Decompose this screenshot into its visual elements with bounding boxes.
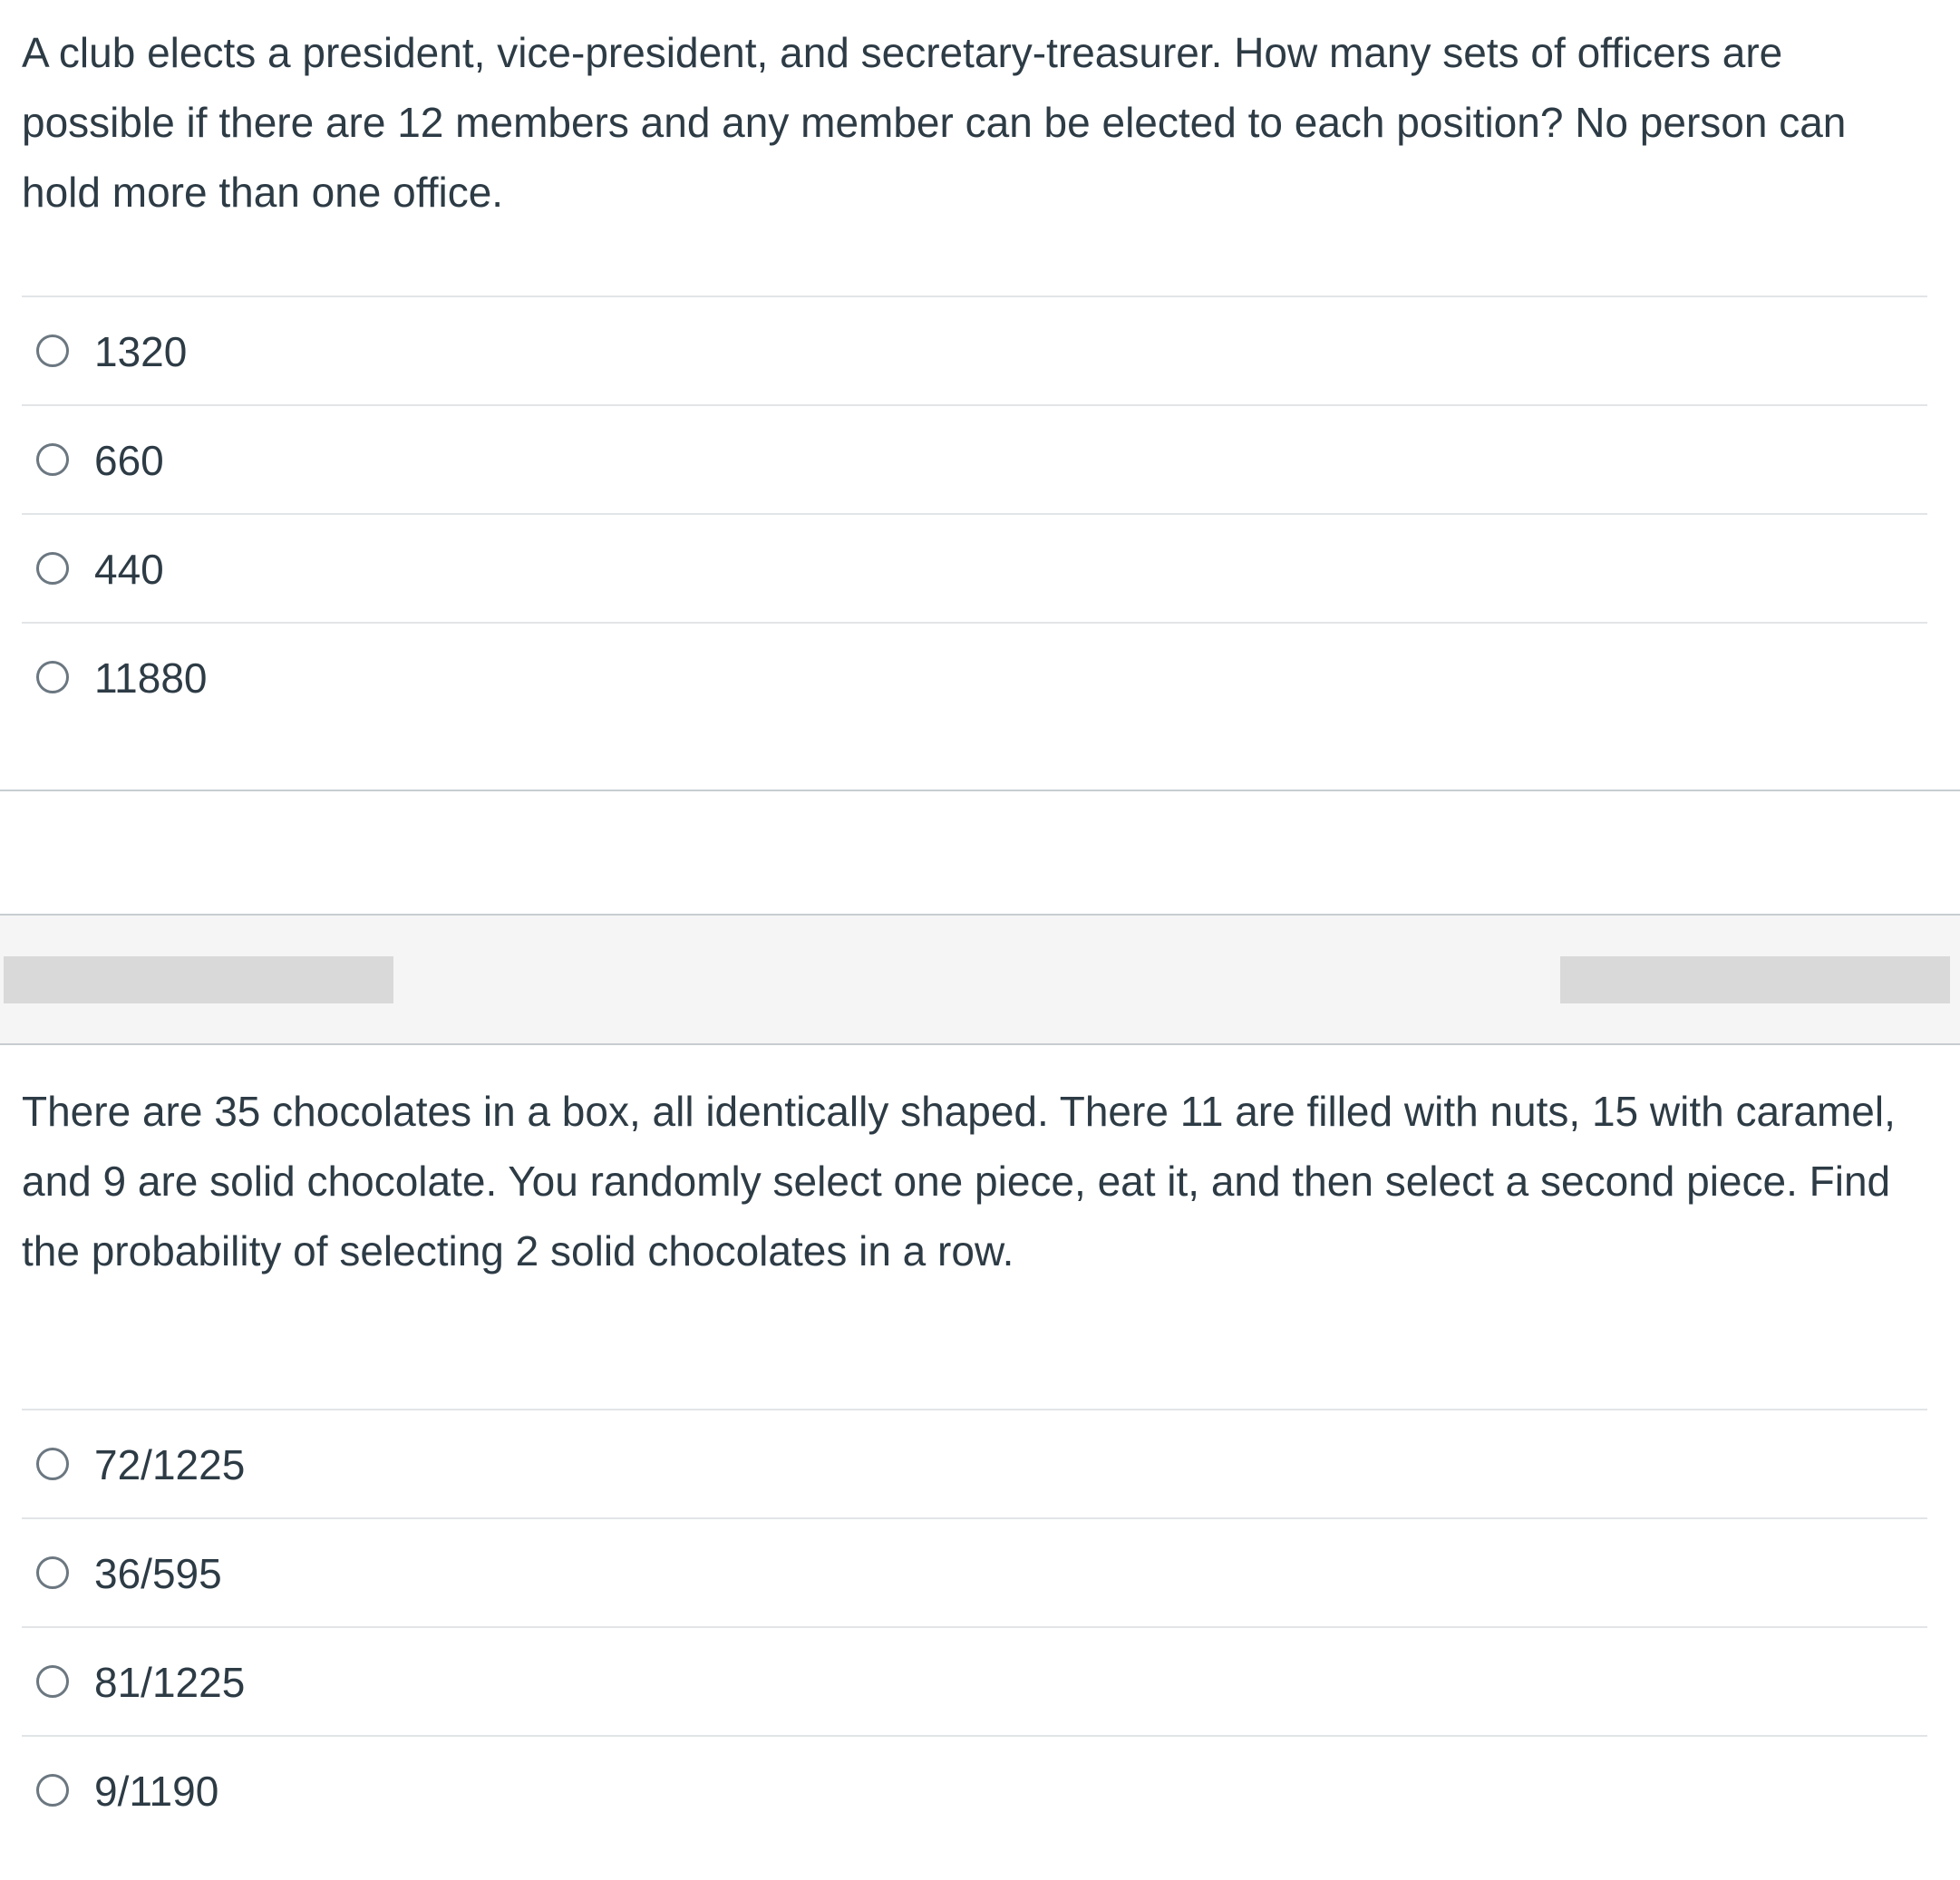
answer-label: 72/1225 bbox=[94, 1441, 246, 1488]
redacted-question-title bbox=[4, 956, 393, 1003]
radio-button[interactable] bbox=[36, 661, 69, 693]
answer-label: 11880 bbox=[94, 654, 208, 702]
answer-label: 1320 bbox=[94, 328, 188, 375]
radio-button[interactable] bbox=[36, 334, 69, 367]
question-2 bbox=[0, 1045, 1960, 1880]
radio-button[interactable] bbox=[36, 1556, 69, 1589]
answer-label: 440 bbox=[94, 546, 164, 593]
answer-option[interactable] bbox=[22, 624, 1927, 731]
answer-option[interactable] bbox=[22, 297, 1927, 406]
radio-button[interactable] bbox=[36, 1448, 69, 1480]
question-divider bbox=[0, 790, 1960, 791]
answer-label: 36/595 bbox=[94, 1550, 222, 1597]
answer-option[interactable] bbox=[22, 515, 1927, 624]
answer-option[interactable] bbox=[22, 1737, 1927, 1844]
answer-option[interactable] bbox=[22, 1519, 1927, 1628]
question-1-answers bbox=[22, 296, 1927, 731]
answer-option[interactable] bbox=[22, 406, 1927, 515]
radio-button[interactable] bbox=[36, 1665, 69, 1698]
question-2-answers bbox=[22, 1409, 1927, 1844]
answer-label: 81/1225 bbox=[94, 1659, 246, 1706]
redacted-points bbox=[1560, 956, 1950, 1003]
radio-button[interactable] bbox=[36, 1774, 69, 1807]
question-1-text: A club elects a president, vice-president, and secretary-treasurer. How many sets of officers are possible if there are 12 members and any member can be elected to each position? No person can hold more than one office. bbox=[22, 29, 1847, 216]
radio-button[interactable] bbox=[36, 552, 69, 585]
answer-label: 660 bbox=[94, 437, 164, 484]
answer-label: 9/1190 bbox=[94, 1768, 219, 1815]
question-2-text: There are 35 chocolates in a box, all identically shaped. There 11 are filled with nuts, 15 with caramel, and 9 are solid chocolate. You randomly select one piece, eat it, and then select a second piece. Find the probability of selecting 2 solid chocolates in a row. bbox=[22, 1088, 1896, 1274]
answer-option[interactable] bbox=[22, 1628, 1927, 1737]
question-1 bbox=[0, 0, 1960, 790]
radio-button[interactable] bbox=[36, 443, 69, 476]
answer-option[interactable] bbox=[22, 1410, 1927, 1519]
question-2-header bbox=[0, 914, 1960, 1045]
